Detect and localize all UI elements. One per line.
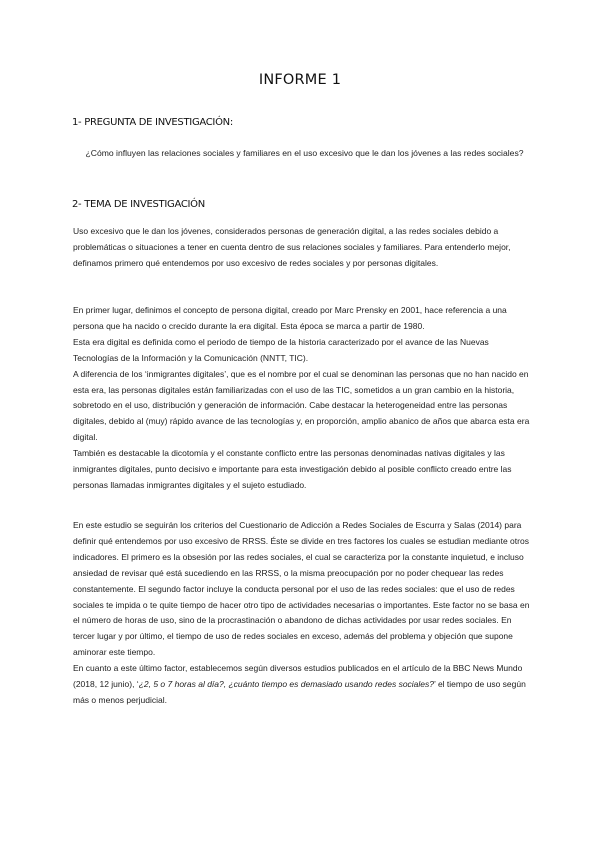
paragraph-block-3 <box>73 518 530 709</box>
paragraph: En primer lugar, definimos el concepto de persona digital, creado por Marc Prensky en 2001, hace referencia a una persona que ha nacido o crecido durante la era digital. Esta época se marca a partir de 1980. <box>73 305 507 331</box>
paragraph: En este estudio se seguirán los criterios del Cuestionario de Adicción a Redes Sociales de Escurra y Salas (2014) para definir qué entendemos por uso excesivo de RRSS. Éste se divide en tres factores los cuales se estudian mediante otros indicadores. El primero es la obsesión por las redes sociales, el cual se caracteriza por la constante inquietud, e incluso ansiedad de revisar qué está sucediendo en las RRSS, o la misma preocupación por no poder chequear las redes constantemente. El segundo factor incluye la conducta personal por el uso de las redes sociales: que el uso de redes sociales te impida o te quite tiempo de hacer otro tipo de actividades necesarias o importantes. Este factor no se basa en el número de horas de uso, sino de la procrastinación o abandono de dichas actividades por usar redes sociales. En tercer lugar y por último, el tiempo de uso de redes sociales en exceso, además del problema y objeción que supone aminorar este tiempo. <box>73 520 530 658</box>
article-title: ¿2, 5 o 7 horas al día?, ¿cuánto tiempo es demasiado usando redes sociales? <box>138 679 435 690</box>
research-question: ¿Cómo influyen las relaciones sociales y familiares en el uso excesivo que le dan los jóvenes a las redes sociales? <box>85 148 524 158</box>
section-1-heading: 1- PREGUNTA DE INVESTIGACIÓN: <box>72 117 233 128</box>
paragraph: También es destacable la dicotomía y el constante conflicto entre las personas denominadas nativas digitales y las inmigrantes digitales, punto decisivo e importante para esta investigación debido al posible conflicto creado entre las personas llamadas inmigrantes digitales y el sujeto estudiado. <box>73 448 512 490</box>
paragraph: Uso excesivo que le dan los jóvenes, considerados personas de generación digital, a las redes sociales debido a problemáticas o situaciones a tener en cuenta dentro de sus relaciones sociales y familiares. Para entenderlo mejor, definamos primero qué entendemos por uso excesivo de redes sociales y por personas digitales. <box>73 226 511 268</box>
paragraph: A diferencia de los ‘inmigrantes digitales’, que es el nombre por el cual se denominan las personas que no han nacido en esta era, las personas digitales están familiarizadas con el uso de las TIC, sometidos a un gran cambio en la historia, sobretodo en el uso, distribución y generación de información. Cabe destacar la heterogeneidad entre las personas digitales, debido al (muy) rápido avance de las tecnologías y, en proporción, amplio abanico de años que abarca esta era digital. <box>73 368 530 443</box>
paragraph: Esta era digital es definida como el periodo de tiempo de la historia caracterizado por el avance de las Nuevas Tecnologías de la Información y la Comunicación (NNTT, TIC). <box>73 336 489 363</box>
paragraph-block-2 <box>73 303 530 494</box>
paragraph-text: ’ el tiempo de uso según más o menos perjudicial. <box>73 679 526 705</box>
paragraph <box>73 661 530 709</box>
paragraph-block-1 <box>73 224 530 272</box>
paragraph-text: En cuanto a este último factor, establecemos según diversos estudios publicados en el artículo de la BBC News Mundo (2018, 12 junio), ‘ <box>73 663 523 690</box>
section-2-heading: 2- TEMA DE INVESTIGACIÓN <box>72 199 205 210</box>
page-title: INFORME 1 <box>258 72 342 88</box>
